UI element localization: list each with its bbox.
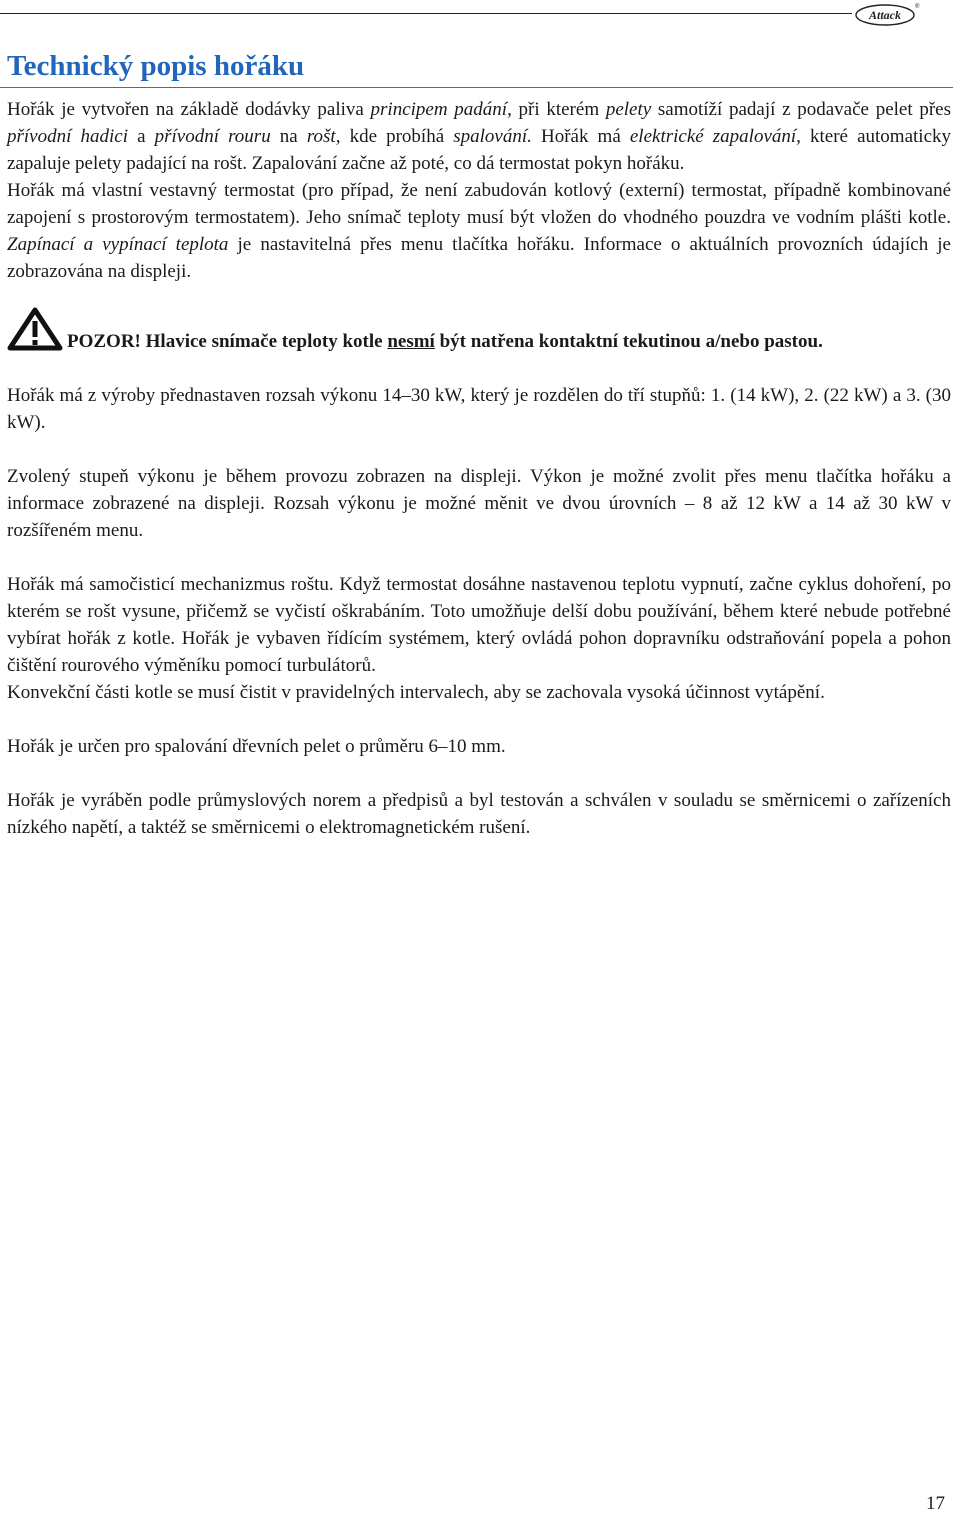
warning-notice: POZOR! Hlavice snímače teploty kotle nesmí být natřena kontaktní tekutinou a/nebo pastou. [7,307,951,355]
document-body [7,96,951,841]
paragraph-thermostat: Hořák má vlastní vestavný termostat (pro případ, že není zabudován kotlový (externí) termostat, případně kombinované zapojení s prostorovým termostatem). Jeho snímač teploty musí být vložen do vhodného pouzdra ve vodním plášti kotle. Zapínací a vypínací teplota je nastavitelná přes menu tlačítka hořáku. Informace o aktuálních provozních údajích je zobrazována na displeji. [7,180,951,282]
paragraph-burner-description: Hořák je vytvořen na základě dodávky paliva principem padání, při kterém pelety samotíží padají z podavače pelet přes přívodní hadici a přívodní rouru na rošt, kde probíhá spalování. Hořák má elektrické zapalování, které automaticky zapaluje pelety padající na rošt. Zapalování začne až poté, co dá termostat pokyn hořáku. [7,99,952,174]
svg-text:®: ® [915,4,920,10]
paragraph-standards: Hořák je vyráběn podle průmyslových norem a předpisů a byl testován a schválen v souladu se směrnicemi o zařízeních nízkého napětí, a taktéž se směrnicemi o elektromagnetickém rušení. [7,790,951,838]
paragraph-convection-cleaning: Konvekční části kotle se musí čistit v pravidelných intervalech, aby se zachovala vysoká účinnost vytápění. [7,682,825,703]
paragraph-self-cleaning: Hořák má samočisticí mechanizmus roštu. Když termostat dosáhne nastavenou teplotu vypnutí, začne cyklus dohoření, po kterém se rošt vysune, přičemž se vyčistí oškrabáním. Toto umožňuje delší dobu používání, během které nebude potřebné vybírat hořák z kotle. Hořák je vybaven řídícím systémem, který ovládá pohon dopravníku odstraňování popela a pohon čištění rourového výměníku pomocí turbulátorů. [7,574,951,676]
title-rule [0,87,953,88]
warning-triangle-icon [7,307,63,351]
page-number: 17 [926,1493,945,1514]
paragraph-power-range: Hořák má z výroby přednastaven rozsah výkonu 14–30 kW, který je rozdělen do tří stupňů: 1. (14 kW), 2. (22 kW) a 3. (30 kW). [7,385,951,433]
svg-text:Attack: Attack [869,8,901,22]
page-title: Technický popis hořáku [7,50,305,82]
header-rule [0,13,852,14]
paragraph-pellet-size: Hořák je určen pro spalování dřevních pelet o průměru 6–10 mm. [7,736,506,757]
attack-logo [854,1,920,27]
paragraph-power-display: Zvolený stupeň výkonu je během provozu zobrazen na displeji. Výkon je možné zvolit přes menu tlačítka hořáku a informace zobrazené na displeji. Rozsah výkonu je možné měnit ve dvou úrovních – 8 až 12 kW a 14 až 30 kW v rozšířeném menu. [7,466,951,541]
